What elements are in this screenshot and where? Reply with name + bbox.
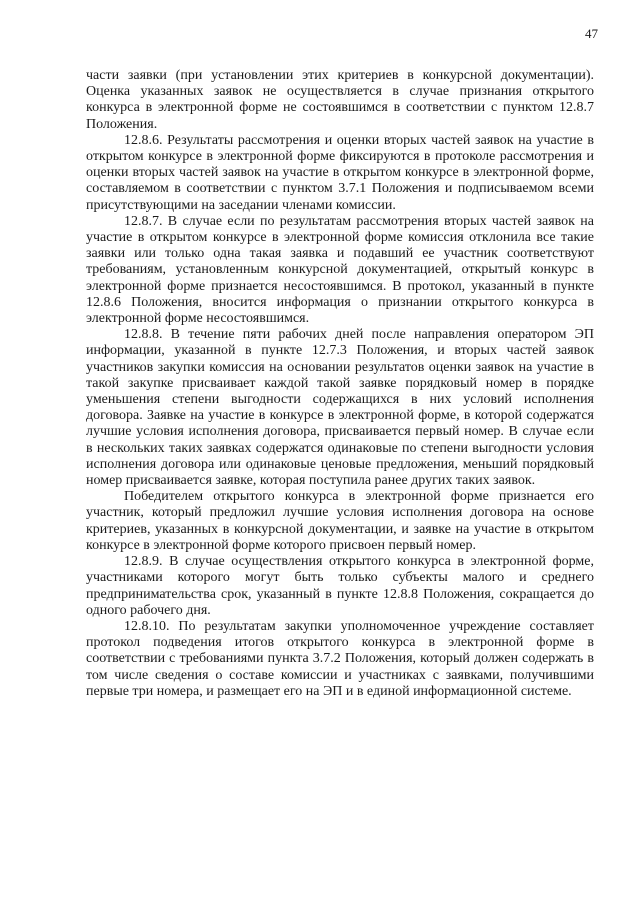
paragraph-winner: Победителем открытого конкурса в электронной форме признается его участник, который предложил лучшие условия исполнения договора на основе критериев, указанных в конкурсной документации, и заявке на участие в открытом конкурсе в электронной форме которого присвоен первый номер. (86, 489, 594, 553)
paragraph-continuation: части заявки (при установлении этих критериев в конкурсной документации). Оценка указанных заявок не осуществляется в случае признания открытого конкурса в электронной форме не состоявшимся в соответствии с пунктом 12.8.7 Положения. (86, 68, 594, 132)
paragraph-12-8-10: 12.8.10. По результатам закупки уполномоченное учреждение составляет протокол подведения итогов открытого конкурса в электронной форме в соответствии с требованиями пункта 3.7.2 Положения, который должен содержать в том числе сведения о составе комиссии и участниках с заявками, получившими первые три номера, и размещает его на ЭП и в единой информационной системе. (86, 618, 594, 699)
paragraph-12-8-7: 12.8.7. В случае если по результатам рассмотрения вторых частей заявок на участие в открытом конкурсе в электронной форме комиссия отклонила все такие заявки или только одна такая заявка и подавший ее участник соответствуют требованиям, установленным конкурсной документацией, открытый конкурс в электронной форме признается несостоявшимся. В протокол, указанный в пункте 12.8.6 Положения, вносится информация о признании открытого конкурса в электронной форме несостоявшимся. (86, 213, 594, 327)
paragraph-12-8-9: 12.8.9. В случае осуществления открытого конкурса в электронной форме, участниками которого могут быть только субъекты малого и среднего предпринимательства срок, указанный в пункте 12.8.8 Положения, сокращается до одного рабочего дня. (86, 554, 594, 618)
page-number: 47 (585, 26, 598, 41)
document-body (86, 68, 594, 700)
paragraph-12-8-6: 12.8.6. Результаты рассмотрения и оценки вторых частей заявок на участие в открытом конкурсе в электронной форме фиксируются в протоколе рассмотрения и оценки вторых частей заявок на участие в открытом конкурсе в электронной форме, составляемом в соответствии с пунктом 3.7.1 Положения и подписываемом всеми присутствующими на заседании членами комиссии. (86, 132, 594, 213)
paragraph-12-8-8: 12.8.8. В течение пяти рабочих дней после направления оператором ЭП информации, указанной в пункте 12.7.3 Положения, и вторых частей заявок участников закупки комиссия на основании результатов оценки заявок на участие в такой закупке присваивает каждой такой заявке порядковый номер в порядке уменьшения степени выгодности содержащихся в них условий исполнения договора. Заявке на участие в конкурсе в электронной форме, в которой содержатся лучшие условия исполнения договора, присваивается первый номер. В случае если в нескольких таких заявках содержатся одинаковые по степени выгодности условия исполнения договора или одинаковые ценовые предложения, меньший порядковый номер присваивается заявке, которая поступила ранее других таких заявок. (86, 327, 594, 489)
